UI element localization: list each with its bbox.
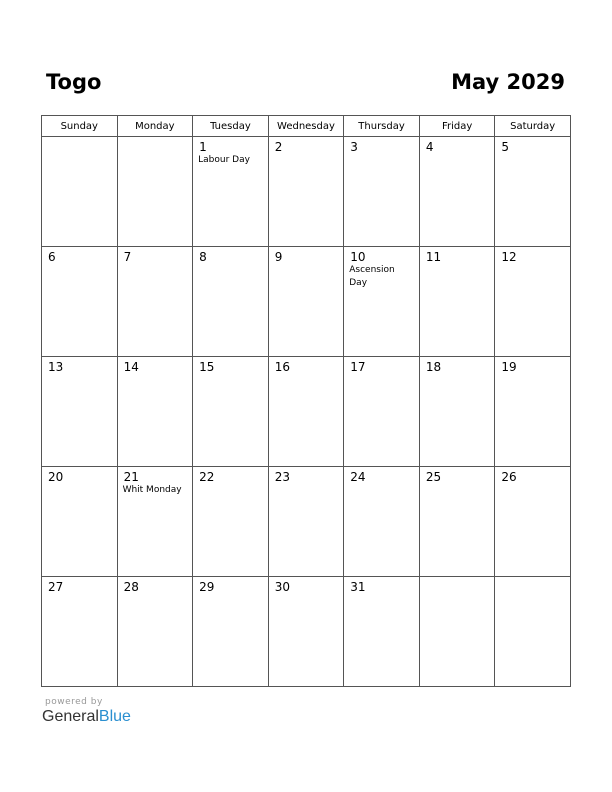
- powered-by-text: powered by: [45, 697, 103, 707]
- day-number: 18: [425, 360, 442, 374]
- weekday-header: Tuesday: [193, 116, 269, 137]
- empty-day-cell: [117, 137, 193, 247]
- empty-day-cell: [419, 577, 495, 687]
- week-row: [42, 137, 571, 247]
- day-number: 21: [123, 470, 139, 484]
- day-number: 1: [199, 140, 207, 154]
- brand-name-part2: Blue: [98, 708, 131, 725]
- day-number: 30: [274, 580, 290, 594]
- weekday-header-row: [42, 116, 571, 137]
- day-number: 4: [425, 140, 434, 154]
- day-cell: [344, 357, 420, 467]
- day-number: 10: [350, 250, 366, 264]
- day-number: 17: [350, 360, 366, 374]
- day-cell: [42, 467, 118, 577]
- day-number: 26: [501, 470, 517, 484]
- day-cell: [344, 577, 420, 687]
- holiday-label: Labour Day: [198, 155, 250, 165]
- day-cell: [268, 467, 344, 577]
- day-number: 14: [123, 360, 139, 374]
- holiday-label: Ascension Day: [349, 265, 395, 288]
- week-row: [42, 467, 571, 577]
- day-number: 5: [501, 140, 510, 154]
- generalblue-logo[interactable]: [42, 708, 131, 726]
- day-number: 11: [425, 250, 442, 264]
- calendar-grid: [41, 115, 571, 687]
- day-cell: [193, 247, 269, 357]
- day-cell: [193, 137, 269, 247]
- day-number: 6: [48, 250, 56, 264]
- week-row: [42, 357, 571, 467]
- day-cell: [419, 357, 495, 467]
- day-number: 13: [48, 360, 64, 374]
- day-cell: [344, 137, 420, 247]
- day-cell: [42, 577, 118, 687]
- day-cell: [193, 577, 269, 687]
- day-cell: [42, 357, 118, 467]
- day-cell: [117, 247, 193, 357]
- empty-day-cell: [42, 137, 118, 247]
- brand-name-part1: General: [42, 708, 99, 725]
- day-number: 8: [199, 250, 207, 264]
- weekday-header: Sunday: [42, 116, 118, 137]
- day-cell: [117, 467, 193, 577]
- day-number: 19: [501, 360, 517, 374]
- holiday-label: Whit Monday: [122, 485, 182, 495]
- country-title: Togo: [46, 70, 102, 94]
- day-cell: [344, 467, 420, 577]
- day-number: 31: [350, 580, 366, 594]
- day-number: 27: [48, 580, 64, 594]
- day-number: 12: [501, 250, 517, 264]
- day-number: 28: [123, 580, 139, 594]
- day-number: 16: [274, 360, 290, 374]
- month-year-title: May 2029: [451, 70, 565, 94]
- weekday-header: Saturday: [495, 116, 571, 137]
- weekday-header: Friday: [419, 116, 495, 137]
- day-number: 29: [199, 580, 215, 594]
- day-cell: [419, 137, 495, 247]
- day-cell: [268, 357, 344, 467]
- day-number: 3: [350, 140, 358, 154]
- day-cell: [117, 357, 193, 467]
- day-number: 15: [199, 360, 215, 374]
- empty-day-cell: [495, 577, 571, 687]
- day-cell: [42, 247, 118, 357]
- day-cell: [344, 247, 420, 357]
- day-number: 25: [425, 470, 442, 484]
- day-number: 7: [123, 250, 132, 264]
- day-number: 22: [199, 470, 215, 484]
- day-cell: [419, 467, 495, 577]
- day-cell: [193, 467, 269, 577]
- weekday-header: Thursday: [344, 116, 420, 137]
- day-number: 23: [274, 470, 290, 484]
- day-cell: [495, 137, 571, 247]
- day-number: 24: [350, 470, 366, 484]
- day-number: 2: [274, 140, 283, 154]
- day-number: 9: [274, 250, 283, 264]
- day-cell: [268, 247, 344, 357]
- day-cell: [495, 247, 571, 357]
- day-cell: [419, 247, 495, 357]
- week-row: [42, 577, 571, 687]
- day-cell: [193, 357, 269, 467]
- day-number: 20: [48, 470, 64, 484]
- day-cell: [495, 467, 571, 577]
- day-cell: [268, 577, 344, 687]
- week-row: [42, 247, 571, 357]
- day-cell: [117, 577, 193, 687]
- day-cell: [268, 137, 344, 247]
- day-cell: [495, 357, 571, 467]
- weekday-header: Wednesday: [268, 116, 344, 137]
- weekday-header: Monday: [117, 116, 193, 137]
